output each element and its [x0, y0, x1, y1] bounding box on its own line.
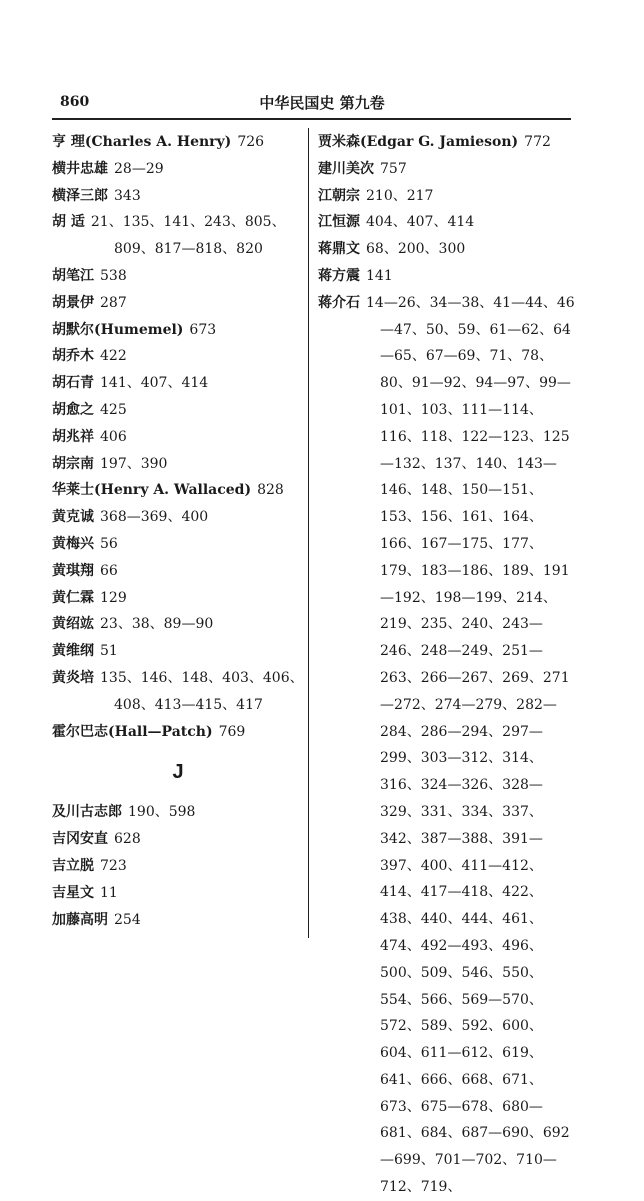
entry-pages: 190、598	[128, 804, 196, 821]
index-entry	[52, 558, 304, 585]
entry-pages: 404、407、414	[366, 214, 475, 231]
entry-pages: 51	[100, 643, 118, 660]
entry-pages: 828	[257, 482, 284, 499]
entry-name: 江恒源	[318, 214, 360, 231]
entry-name: 横泽三郎	[52, 187, 108, 204]
entry-name: 蒋介石	[318, 294, 360, 311]
entry-name: 胡笔江	[52, 267, 94, 284]
index-entry	[52, 317, 304, 344]
entry-name: 胡愈之	[52, 401, 94, 418]
entry-name: 江朝宗	[318, 187, 360, 204]
entry-name: 吉立脱	[52, 857, 94, 874]
entry-pages: 287	[100, 294, 127, 311]
entry-pages: 343	[114, 187, 141, 204]
entry-name: 加藤高明	[52, 911, 108, 928]
entry-name: 黄仁霖	[52, 589, 94, 606]
entry-name: 华莱士(Henry A. Wallaced)	[52, 482, 252, 499]
entry-name: 吉星文	[52, 884, 94, 901]
entry-name: 胡乔木	[52, 348, 94, 365]
entry-name: 黄克诚	[52, 509, 94, 526]
page-number: 860	[60, 94, 90, 110]
entry-pages: 406	[100, 428, 127, 445]
entry-name: 胡兆祥	[52, 428, 94, 445]
entry-pages: 425	[100, 401, 127, 418]
entry-pages: 129	[100, 589, 127, 606]
index-entry	[318, 183, 576, 210]
entry-pages: 723	[100, 857, 127, 874]
entry-name: 霍尔巴志(Hall—Patch)	[52, 723, 213, 740]
entry-name: 黄炎培	[52, 669, 94, 686]
entry-name: 胡 适	[52, 214, 85, 231]
entry-name: 建川美次	[318, 160, 374, 177]
entry-pages: 141	[366, 267, 393, 284]
index-entry	[52, 263, 304, 290]
column-divider	[308, 128, 309, 938]
entry-pages: 210、217	[366, 187, 434, 204]
entry-pages: 422	[100, 348, 127, 365]
entry-pages: 141、407、414	[100, 375, 209, 392]
entry-pages: 197、390	[100, 455, 168, 472]
entry-name: 蒋鼎文	[318, 241, 360, 258]
index-entry	[52, 397, 304, 424]
index-entry	[52, 799, 304, 826]
entry-pages: 769	[218, 723, 246, 740]
index-entry	[52, 209, 304, 263]
running-title: 中华民国史 第九卷	[259, 94, 385, 112]
entry-name: 胡石青	[52, 375, 94, 392]
entry-name: 胡宗南	[52, 455, 94, 472]
entry-pages: 14—26、34—38、41—44、46—47、50、59、61—62、64—65、67—69、71、78、80、91—92、94—97、99—101、103、111—114、116、118、122—123、125—132、137、140、143—146、148、150—151、153、156、161、164、166、167—175、177、179、183—186、189、191—192、198—199、214、219、235、240、243—246、248—249、251—263、266—267、269、271—272、274—279、282—284、286—294、297—299、303—312、314、316、324—326、328—329、331、334、337、342、387—388、391—397、400、411—412、414、417—418、422、438、440、444、461、474、492—493、496、500、509、546、550、554、566、569—570、572、589、592、600、604、611—612、619、641、666、668、671、673、675—678、680—681、684、687—690、692—699、701—702、710—712、719、	[366, 294, 575, 1196]
index-entry	[52, 853, 304, 880]
index-entry	[318, 263, 576, 290]
entry-pages: 66	[100, 562, 118, 579]
entry-pages: 11	[100, 884, 118, 901]
entry-pages: 772	[524, 134, 551, 150]
entry-name: 黄琪翔	[52, 562, 94, 579]
index-entry	[52, 665, 304, 719]
entry-name: 黄梅兴	[52, 535, 94, 552]
index-entry	[52, 504, 304, 531]
index-entry	[318, 290, 576, 1201]
index-entry	[52, 451, 304, 478]
index-entry	[52, 290, 304, 317]
entry-pages: 254	[114, 911, 141, 928]
entry-pages: 28—29	[114, 160, 164, 177]
entry-pages: 135、146、148、403、406、408、413—415、417	[100, 669, 304, 713]
entry-name: 横井忠雄	[52, 160, 108, 177]
index-column-left	[52, 129, 304, 933]
entry-pages: 726	[237, 134, 265, 150]
entry-pages: 21、135、141、243、805、809、817—818、820	[90, 214, 286, 258]
index-entry	[52, 826, 304, 853]
index-entry	[52, 477, 304, 504]
entry-name: 亨 理(Charles A. Henry)	[52, 134, 232, 150]
index-entry	[318, 156, 576, 183]
entry-pages: 538	[100, 267, 127, 284]
entry-pages: 56	[100, 535, 118, 552]
index-entry	[52, 585, 304, 612]
index-entry	[52, 424, 304, 451]
entry-pages: 368—369、400	[100, 509, 209, 526]
index-entry	[318, 129, 576, 156]
index-entry	[318, 236, 576, 263]
index-entry	[52, 719, 304, 746]
index-entry	[52, 880, 304, 907]
index-column-right	[318, 129, 576, 1201]
index-entry	[52, 156, 304, 183]
index-entry	[52, 370, 304, 397]
entry-pages: 757	[380, 160, 407, 177]
entry-pages: 68、200、300	[366, 241, 466, 258]
index-entry	[52, 531, 304, 558]
index-entry	[52, 611, 304, 638]
index-entry	[52, 343, 304, 370]
index-entry	[52, 183, 304, 210]
index-entry	[52, 129, 304, 156]
entry-name: 蒋方震	[318, 267, 360, 284]
entry-name: 及川古志郎	[52, 804, 122, 821]
entry-name: 黄维纲	[52, 643, 94, 660]
section-letter: J	[172, 761, 184, 784]
index-entry	[52, 907, 304, 934]
entry-name: 黄绍竑	[52, 616, 94, 633]
entry-pages: 23、38、89—90	[100, 616, 214, 633]
entry-name: 吉冈安直	[52, 831, 108, 848]
index-entry	[52, 638, 304, 665]
entry-pages: 628	[114, 831, 141, 848]
entry-name: 胡景伊	[52, 294, 94, 311]
header-rule	[52, 118, 571, 120]
entry-pages: 673	[189, 321, 217, 338]
entry-name: 胡默尔(Humemel)	[52, 321, 184, 338]
index-entry	[318, 209, 576, 236]
entry-name: 贾米森(Edgar G. Jamieson)	[318, 134, 519, 150]
